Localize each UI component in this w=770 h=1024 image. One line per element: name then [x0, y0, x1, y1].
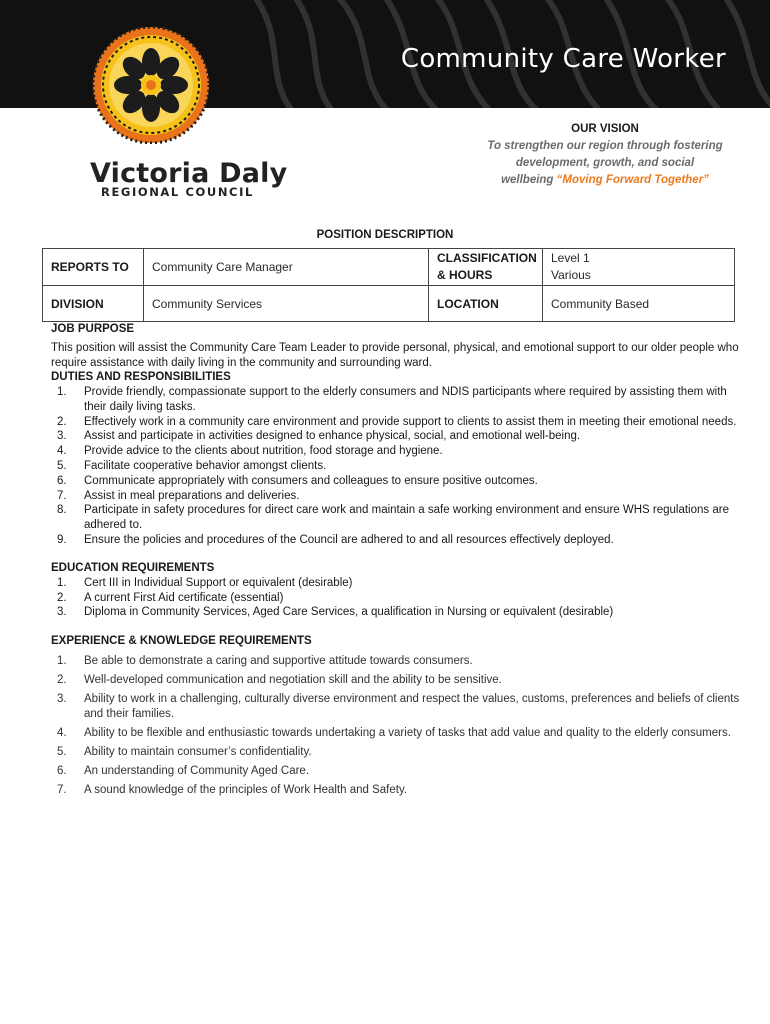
list-item: 7. A sound knowledge of the principles of Work Health and Safety.: [57, 783, 408, 796]
list-item: 6. An understanding of Community Aged Care.: [57, 764, 310, 777]
vision-statement: [440, 138, 770, 189]
classification-value: [543, 249, 735, 286]
division-value: Community Services: [144, 286, 429, 322]
list-item: 1. Cert III in Individual Support or equivalent (desirable): [57, 576, 353, 589]
vision-line-prefix: wellbeing: [501, 174, 557, 186]
list-item: 5. Ability to maintain consumer’s confidentiality.: [57, 745, 312, 758]
job-purpose-text: This position will assist the Community Care Team Leader to provide personal, physical, and emotional support to our older people who require assistance with daily living in the community and surrounding ward.: [51, 342, 739, 369]
vision-line: [440, 172, 770, 189]
page-title: Community Care Worker: [400, 44, 726, 74]
classification-label: [429, 249, 543, 286]
reports-to-label: REPORTS TO: [43, 249, 144, 286]
list-item: 4. Provide advice to the clients about nutrition, food storage and hygiene.: [57, 445, 443, 458]
table-row: [43, 249, 735, 286]
duties-list: [51, 385, 741, 548]
list-item: 3. Diploma in Community Services, Aged Care Services, a qualification in Nursing or equivalent (desirable): [57, 606, 614, 619]
classification-level: Level 1: [551, 251, 590, 265]
vision-block: [440, 123, 770, 189]
list-item: 6. Communicate appropriately with consumers and colleagues to ensure positive outcomes.: [57, 474, 538, 487]
council-name: Victoria Daly: [90, 158, 288, 189]
vision-line: To strengthen our region through fostering: [487, 140, 723, 152]
classification-label-line: CLASSIFICATION: [437, 251, 537, 265]
document-body: [51, 323, 741, 802]
vision-heading: OUR VISION: [571, 123, 639, 135]
education-heading: EDUCATION REQUIREMENTS: [51, 561, 215, 574]
experience-list: [51, 654, 741, 798]
location-value: Community Based: [543, 286, 735, 322]
job-purpose-heading: JOB PURPOSE: [51, 323, 135, 335]
council-logo-emblem-icon: [92, 26, 210, 144]
experience-heading: EXPERIENCE & KNOWLEDGE REQUIREMENTS: [51, 635, 312, 648]
classification-hours: Various: [551, 268, 591, 282]
list-item: 9. Ensure the policies and procedures of the Council are adhered to and all resources effectively deployed.: [57, 533, 614, 546]
list-item: 1. Provide friendly, compassionate support to the elderly consumers and NDIS participants where required by assisting them with their daily living tasks.: [57, 386, 727, 413]
list-item: 1. Be able to demonstrate a caring and supportive attitude towards consumers.: [57, 655, 473, 668]
list-item: 5. Facilitate cooperative behavior amongst clients.: [57, 459, 327, 472]
council-subtitle: REGIONAL COUNCIL: [101, 185, 254, 199]
list-item: 4. Ability to be flexible and enthusiastic towards undertaking a variety of tasks that add value and quality to the elderly consumers.: [57, 726, 731, 739]
location-label: LOCATION: [429, 286, 543, 322]
list-item: 3. Assist and participate in activities designed to enhance physical, social, and emotional well-being.: [57, 430, 581, 443]
classification-label-line: & HOURS: [437, 268, 493, 282]
list-item: 3. Ability to work in a challenging, culturally diverse environment and respect the values, customs, preferences and beliefs of clients and their families.: [57, 693, 740, 720]
position-info-table: [42, 248, 735, 322]
duties-heading: DUTIES AND RESPONSIBILITIES: [51, 371, 231, 383]
vision-line: development, growth, and social: [515, 157, 695, 169]
list-item: 8. Participate in safety procedures for direct care work and maintain a safe working environment and ensure WHS regulations are adhered to.: [57, 504, 729, 532]
reports-to-value: Community Care Manager: [144, 249, 429, 286]
list-item: 2. Well-developed communication and negotiation skill and the ability to be sensitive.: [57, 674, 502, 687]
table-row: [43, 286, 735, 322]
vision-tagline: “Moving Forward Together”: [556, 174, 709, 186]
education-list: [51, 576, 741, 620]
list-item: 2. A current First Aid certificate (essential): [57, 591, 284, 604]
division-label: DIVISION: [43, 286, 144, 322]
list-item: 7. Assist in meal preparations and deliveries.: [57, 489, 300, 502]
list-item: 2. Effectively work in a community care environment and provide support to clients to assist them in meeting their emotional needs.: [57, 415, 737, 428]
position-description-title: POSITION DESCRIPTION: [316, 229, 454, 241]
